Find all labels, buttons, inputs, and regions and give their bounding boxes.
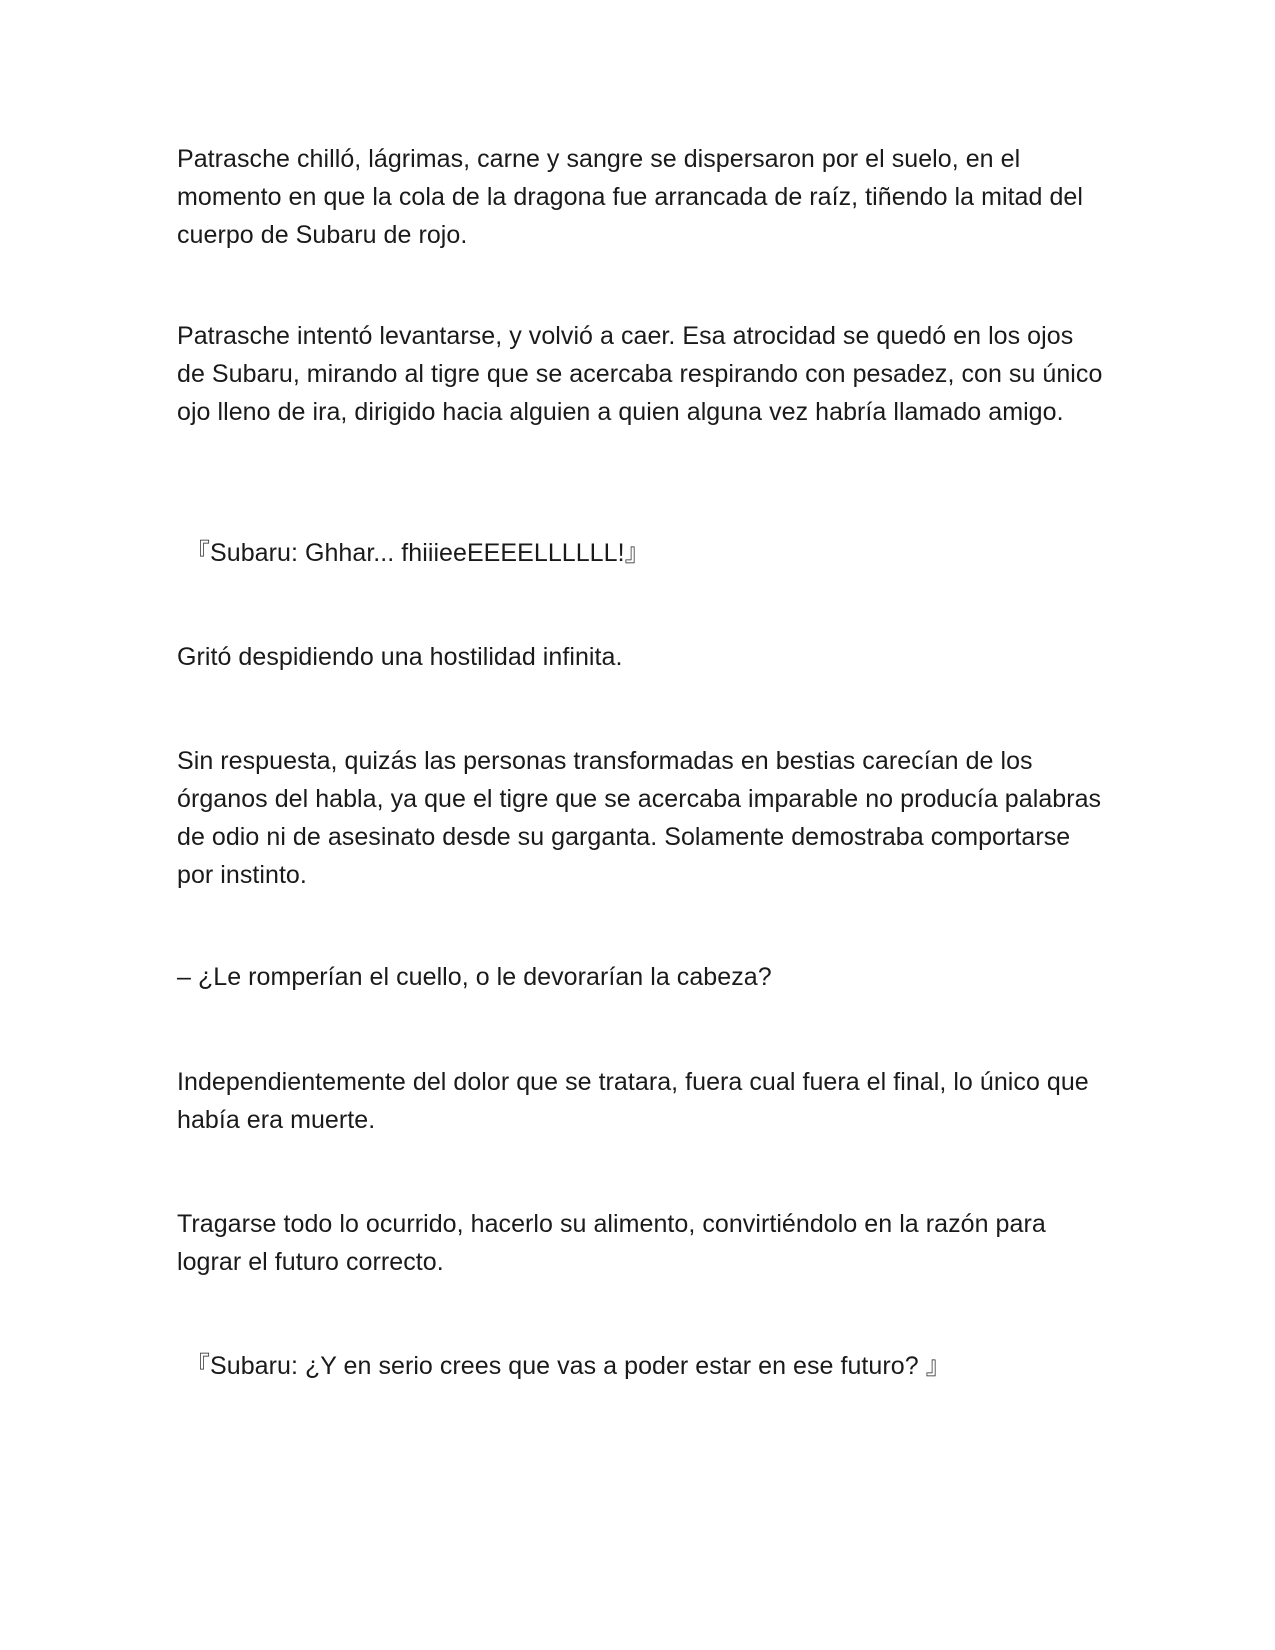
paragraph-patrasche-falls: Patrasche intentó levantarse, y volvió a caer. Esa atrocidad se quedó en los ojos de Subaru, mirando al tigre que se acercaba respirando con pesadez, con su único ojo lleno de ira, dirigido hacia alguien a quien alguna vez habría llamado amigo. (177, 322, 1103, 426)
dialogue-subaru-future: 『Subaru: ¿Y en serio crees que vas a poder estar en ese futuro? 』 (185, 1352, 951, 1380)
paragraph-no-answer: Sin respuesta, quizás las personas transformadas en bestias carecían de los órganos del habla, ya que el tigre que se acercaba imparable no producía palabras de odio ni de asesinato desde su garganta. Solamente demostraba comportarse por instinto. (177, 747, 1102, 889)
dialogue-subaru-scream: 『Subaru: Ghhar... fhiiieeEEEELLLLLL!』 (185, 539, 650, 567)
paragraph-hostility: Gritó despidiendo una hostilidad infinita. (177, 643, 623, 671)
thought-neck-or-head: – ¿Le romperían el cuello, o le devorarían la cabeza? (177, 963, 772, 991)
paragraph-only-death: Independientemente del dolor que se tratara, fuera cual fuera el final, lo único que había era muerte. (177, 1068, 1089, 1134)
paragraph-correct-future: Tragarse todo lo ocurrido, hacerlo su alimento, convirtiéndolo en la razón para lograr el futuro correcto. (177, 1210, 1046, 1276)
paragraph-tail-ripped: Patrasche chilló, lágrimas, carne y sangre se dispersaron por el suelo, en el momento en que la cola de la dragona fue arrancada de raíz, tiñendo la mitad del cuerpo de Subaru de rojo. (177, 145, 1083, 249)
